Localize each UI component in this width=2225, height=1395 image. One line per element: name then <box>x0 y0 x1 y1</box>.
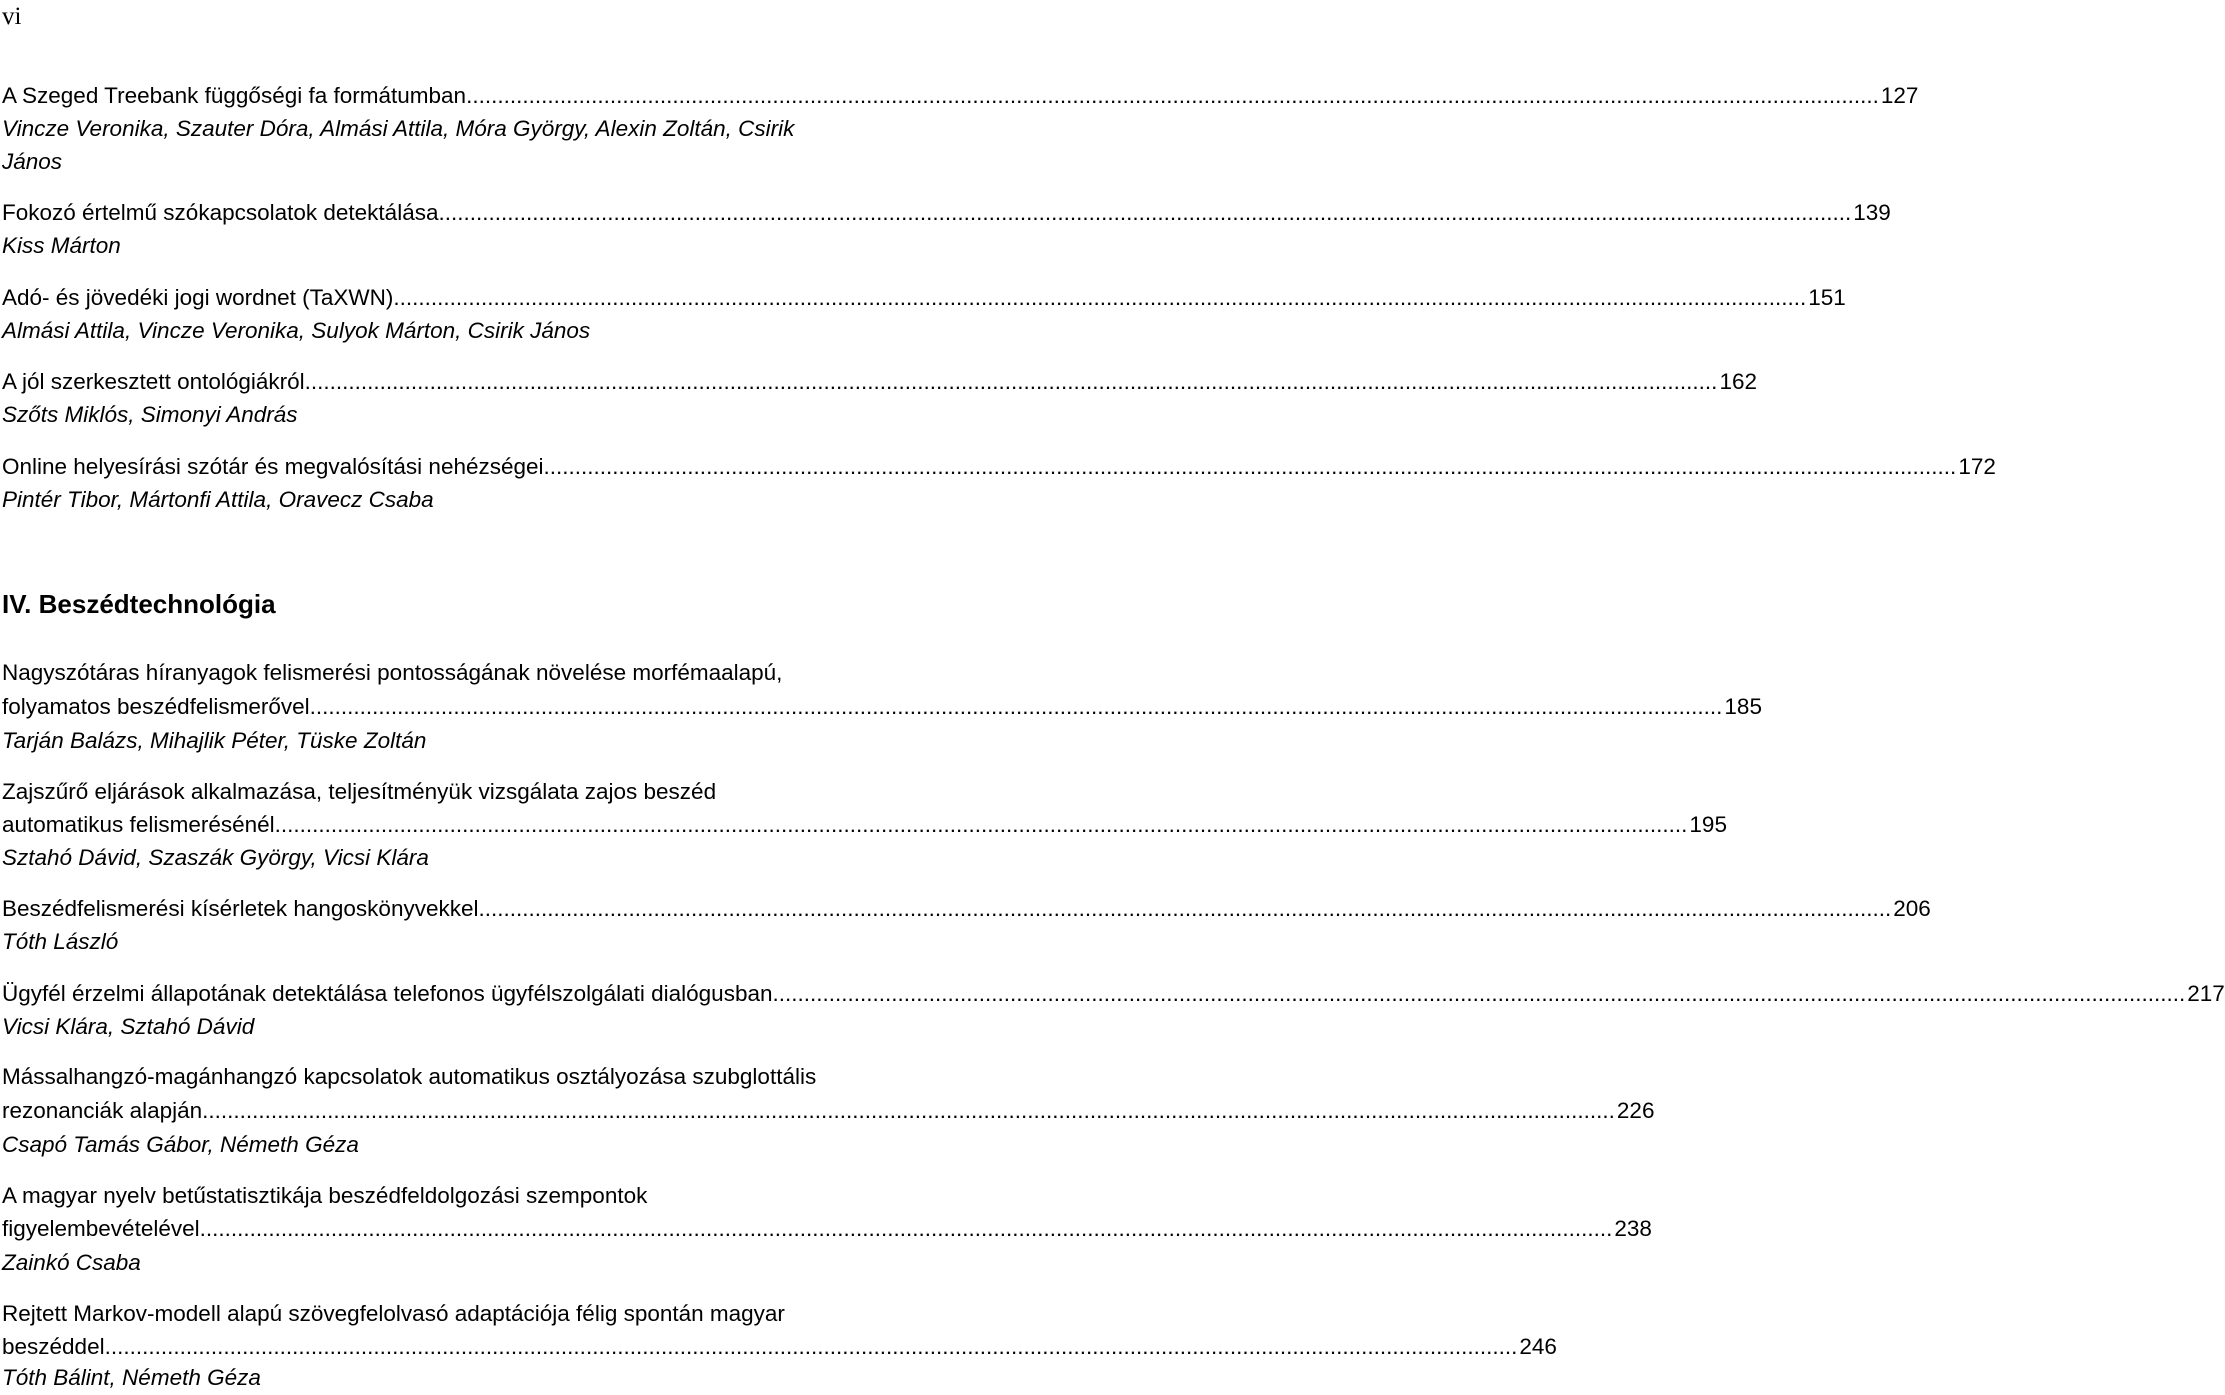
entry-authors: Tóth Bálint, Németh Géza <box>2 1365 261 1390</box>
entry-title: automatikus felismerésénél <box>2 812 275 837</box>
entry-title: Ügyfél érzelmi állapotának detektálása telefonos ügyfélszolgálati dialógusban <box>2 981 773 1006</box>
dot-leader: .................................................................................................................................................................................................................................. <box>104 1334 1518 1359</box>
dot-leader: .................................................................................................................................................................................................................................. <box>202 1098 1615 1123</box>
toc-entry-title <box>2 196 1891 230</box>
entry-page: 195 <box>1689 812 1727 837</box>
entry-page: 217 <box>2187 981 2225 1006</box>
entry-authors: Csapó Tamás Gábor, Németh Géza <box>2 1132 359 1157</box>
toc-entry-title <box>2 365 1757 399</box>
dot-leader: .................................................................................................................................................................................................................................. <box>274 812 1688 837</box>
entry-title: Zajszűrő eljárások alkalmazása, teljesítményük vizsgálata zajos beszéd <box>2 779 717 804</box>
toc-entry-title <box>2 977 2225 1011</box>
page-number: vi <box>2 3 22 30</box>
dot-leader: .................................................................................................................................................................................................................................. <box>438 200 1852 225</box>
entry-authors: Sztahó Dávid, Szaszák György, Vicsi Klára <box>2 845 429 870</box>
entry-page: 206 <box>1893 896 1931 921</box>
entry-authors: Tarján Balázs, Mihajlik Péter, Tüske Zoltán <box>2 728 427 753</box>
entry-title: Beszédfelismerési kísérletek hangoskönyvekkel <box>2 896 479 921</box>
section-heading: IV. Beszédtechnológia <box>2 589 276 619</box>
entry-title: folyamatos beszédfelismerővel <box>2 694 310 719</box>
entry-page: 151 <box>1808 285 1846 310</box>
entry-authors: Pintér Tibor, Mártonfi Attila, Oravecz Csaba <box>2 487 434 512</box>
entry-title: figyelembevételével <box>2 1216 200 1241</box>
toc-entry-title <box>2 281 1846 315</box>
entry-authors: Tóth László <box>2 929 119 954</box>
entry-page: 226 <box>1616 1098 1655 1123</box>
entry-page: 139 <box>1853 200 1891 225</box>
entry-page: 185 <box>1724 694 1762 719</box>
dot-leader: .................................................................................................................................................................................................................................. <box>478 896 1892 921</box>
entry-page: 162 <box>1719 369 1757 394</box>
entry-title: rezonanciák alapján <box>2 1098 203 1123</box>
entry-page: 127 <box>1880 83 1919 108</box>
entry-authors: Vicsi Klára, Sztahó Dávid <box>2 1014 255 1039</box>
toc-entry-title <box>2 892 1931 926</box>
dot-leader: .................................................................................................................................................................................................................................. <box>393 285 1807 310</box>
dot-leader: .................................................................................................................................................................................................................................. <box>543 454 1957 479</box>
entry-title: Rejtett Markov-modell alapú szövegfelolvasó adaptációja félig spontán magyar <box>2 1301 785 1326</box>
entry-title: A Szeged Treebank függőségi fa formátumban <box>2 83 467 108</box>
entry-title: beszéddel <box>2 1334 105 1359</box>
dot-leader: .................................................................................................................................................................................................................................. <box>304 369 1718 394</box>
entry-page: 238 <box>1614 1216 1652 1241</box>
entry-title: A magyar nyelv betűstatisztikája beszédfeldolgozási szempontok <box>2 1183 648 1208</box>
entry-authors: János <box>2 149 63 174</box>
entry-title: Online helyesírási szótár és megvalósítási nehézségei <box>2 454 544 479</box>
entry-authors: Kiss Márton <box>2 233 121 258</box>
entry-page: 172 <box>1958 454 1996 479</box>
toc-entry-title <box>2 690 1762 724</box>
toc-entry-title <box>2 1330 1557 1364</box>
entry-page: 246 <box>1519 1334 1557 1359</box>
dot-leader: .................................................................................................................................................................................................................................. <box>772 981 2186 1006</box>
entry-title: A jól szerkesztett ontológiákról <box>2 369 305 394</box>
dot-leader: .................................................................................................................................................................................................................................. <box>309 694 1723 719</box>
entry-title: Mássalhangzó-magánhangzó kapcsolatok automatikus osztályozása szubglottális <box>2 1064 817 1089</box>
entry-authors: Vincze Veronika, Szauter Dóra, Almási Attila, Móra György, Alexin Zoltán, Csirik <box>2 116 795 141</box>
entry-authors: Szőts Miklós, Simonyi András <box>2 402 298 427</box>
entry-authors: Zainkó Csaba <box>2 1250 141 1275</box>
toc-entry-title <box>2 450 1996 484</box>
dot-leader: .................................................................................................................................................................................................................................. <box>199 1216 1613 1241</box>
toc-entry-title <box>2 1212 1652 1246</box>
toc-entry-title <box>2 79 1919 113</box>
entry-authors: Almási Attila, Vincze Veronika, Sulyok Márton, Csirik János <box>2 318 591 343</box>
toc-entry-title <box>2 1094 1655 1128</box>
dot-leader: .................................................................................................................................................................................................................................. <box>466 83 1879 108</box>
entry-title: Nagyszótáras híranyagok felismerési pontosságának növelése morfémaalapú, <box>2 660 783 685</box>
entry-title: Fokozó értelmű szókapcsolatok detektálása <box>2 200 439 225</box>
toc-entry-title <box>2 808 1727 842</box>
entry-title: Adó- és jövedéki jogi wordnet (TaXWN) <box>2 285 394 310</box>
